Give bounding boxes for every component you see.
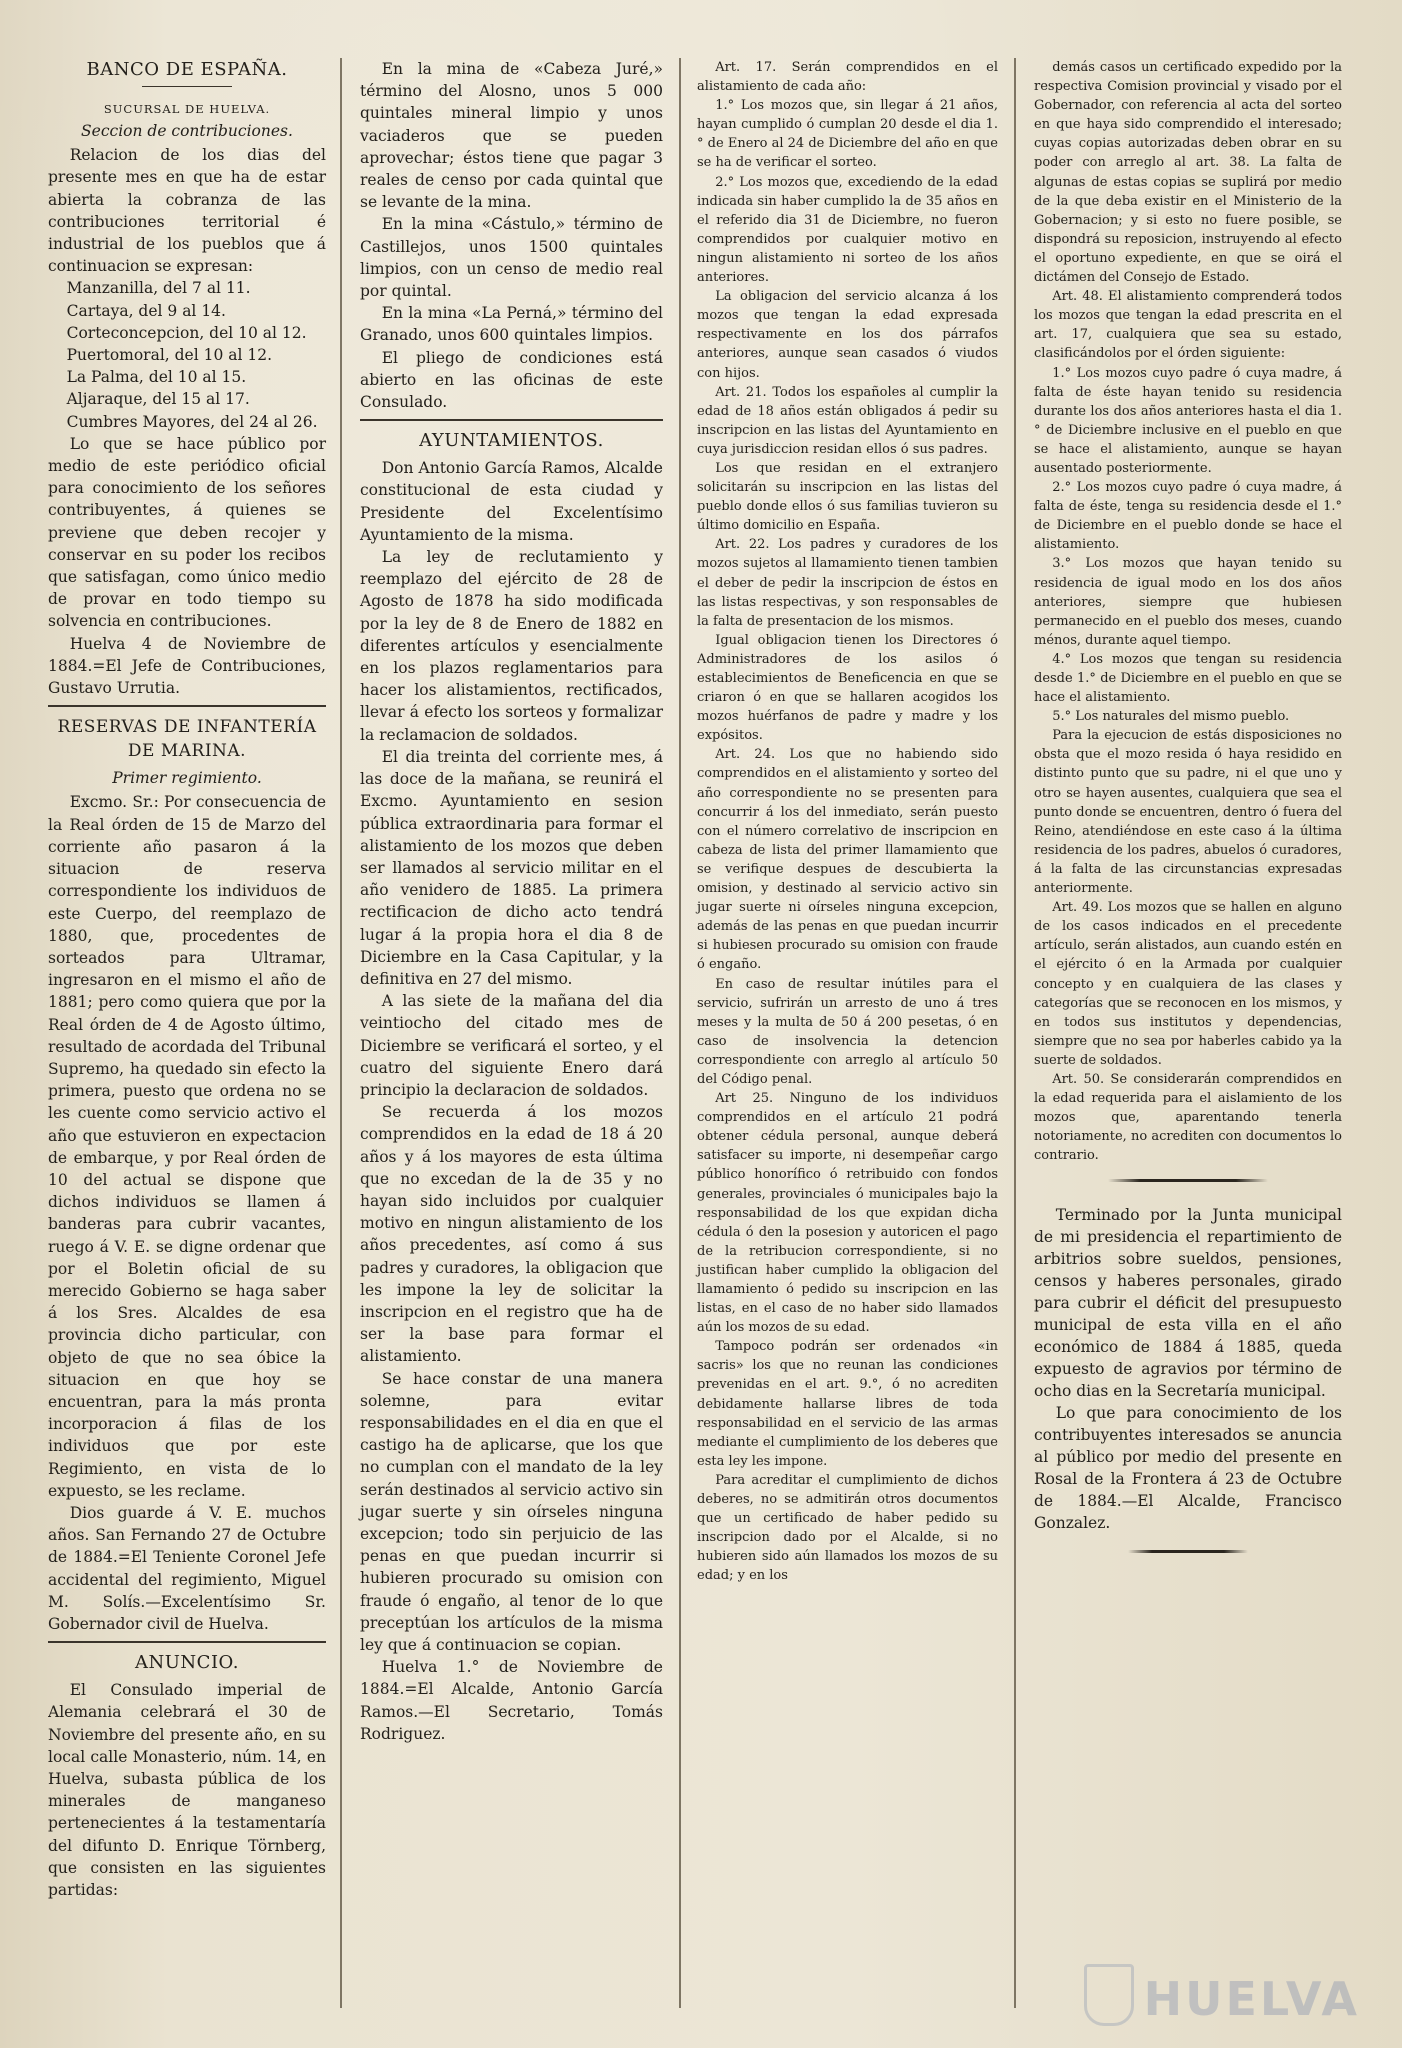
seccion-heading: Seccion de contribuciones. [81, 122, 293, 140]
col2-paragraph: A las siete de la mañana del dia veintiocho del citado mes de Diciembre se verificará el sorteo, y el cuatro del siguiente Enero dará principio la declaracion de soldados. [360, 992, 663, 1099]
reservas-title: RESERVAS DE INFANTERÍA DE MARINA. [57, 717, 317, 762]
col2-paragraph: Don Antonio García Ramos, Alcalde constitucional de esta ciudad y Presidente del Excelentísimo Ayuntamiento de la misma. [360, 459, 663, 544]
column-1 [48, 58, 340, 2008]
col3-paragraph: Tampoco podrán ser ordenados «in sacris» los que no reunan las condiciones prevenidas en el art. 9.°, ó no acrediten debidamente hallarse libres de toda responsabilidad en el servicio de las armas mediante el cumplimiento de los deberes que esta ley les impone. [697, 1339, 998, 1469]
col3-paragraph: 1.° Los mozos que, sin llegar á 21 años, hayan cumplido ó cumplan 20 desde el dia 1.° de Enero al 24 de Diciembre del año en que se ha de verificar el sorteo. [697, 98, 998, 171]
town-item: La Palma, del 10 al 15. [66, 368, 247, 387]
col3-paragraph: 2.° Los mozos que, excediendo de la edad indicada sin haber cumplido la de 35 años en el referido dia 31 de Diciembre, no fueron comprendidos por cualquier motivo en ningun alistamiento ni sorteo de los años anteriores. [697, 174, 998, 286]
column-divider [1014, 58, 1016, 2008]
col3-paragraph: Art. 17. Serán comprendidos en el alistamiento de cada año: [697, 60, 998, 95]
col4-paragraph: Art. 48. El alistamiento comprenderá todos los mozos que tengan la edad prescrita en el art. 17, cualquiera que sea su estado, clasificándolos por el órden siguiente: [1034, 289, 1342, 362]
town-item: Corteconcepcion, del 10 al 12. [66, 323, 307, 342]
column-divider [679, 58, 681, 2008]
col2-paragraph: En la mina «La Perná,» término del Granado, unos 600 quintales limpios. [360, 304, 663, 345]
col4-paragraph: demás casos un certificado expedido por la respectiva Comision provincial y visado por el Gobernador, con referencia al acta del sorteo en que haya sido comprendido el interesado; cuyas copias autorizadas deben obrar en su poder con arreglo al art. 38. La falta de algunas de estas copias se suplirá por medio de la que deba existir en el Ministerio de la Gobernacion; y si esto no fuere posible, se dispondrá su reposicion, instruyendo al efecto el oportuno expediente, en que se oirá el dictámen del Consejo de Estado. [1034, 60, 1342, 286]
col1-paragraph: El Consulado imperial de Alemania celebrará el 30 de Noviembre del presente año, en su local calle Monasterio, núm. 14, en Huelva, subasta pública de los minerales de manganeso pertenecientes á la testamentaría del difunto D. Enrique Törnberg, que consisten en las siguientes partidas: [48, 1681, 326, 1900]
col3-paragraph: En caso de resultar inútiles para el servicio, sufrirán un arresto de uno á tres meses y la multa de 50 á 200 pesetas, ó en caso de insolvencia la detencion correspondiente con arreglo al artículo 50 del Código penal. [697, 976, 998, 1087]
col1-paragraph: Excmo. Sr.: Por consecuencia de la Real órden de 15 de Marzo del corriente año pasaron á la situacion de reserva correspondiente los individuos de este Cuerpo, del reemplazo de 1880, que, procedentes de sorteados para Ultramar, ingresaron en el mismo el año de 1881; pero como quiera que por la Real órden de 4 de Agosto último, resultado de acordada del Tribunal Supremo, ha quedado sin efecto la primera, puesto que ordena no se les cuente como servicio activo el año que estuvieron en expectacion de embarque, y por Real órden de 10 del actual se dispone que dichos individuos se llamen á banderas para cubrir vacantes, ruego á V. E. se digne ordenar que por el Boletin oficial de su merecido Gobierno se haga saber á los Sres. Alcaldes de esa provincia dicho particular, con objeto de que no sea óbice la situacion en que hoy se encuentran, para la más pronta incorporacion á filas de los individuos que por este Regimiento, en vista de lo expuesto, se les reclame. [48, 793, 326, 1500]
col4-notice: Terminado por la Junta municipal de mi presidencia el repartimiento de arbitrios sobre sueldos, pensiones, censos y haberes personales, girado para cubrir el déficit del presupuesto municipal de esta villa en el año económico de 1884 á 1885, queda expuesto de agravios por término de ocho dias en la Secretaría municipal. [1034, 1206, 1342, 1401]
ornamental-rule [1128, 1550, 1248, 1553]
col2-paragraph: En la mina «Cástulo,» término de Castillejos, unos 1500 quintales limpios, con un censo de medio real por quintal. [360, 215, 663, 301]
section-rule [48, 705, 326, 707]
col3-paragraph: Igual obligacion tienen los Directores ó Administradores de los asilos ó establecimientos de Beneficencia en que se criaron ó en que se hallaren acogidos los mozos huérfanos de padre y madre y los expósitos. [697, 632, 998, 744]
town-item: Aljaraque, del 15 al 17. [66, 390, 250, 409]
col3-paragraph: Art. 24. Los que no habiendo sido comprendidos en el alistamiento y sorteo del año correspondiente no se presenten para concurrir á los del inmediato, serán puesto con el número correlativo de inscripcion en cabeza de lista del primer llamamiento que se verifique despues de descubierta la omision, y destinado al servicio activo sin jugar suerte ni oírseles ninguna excepcion, además de las penas en que puedan incurrir si hubiesen procurado su omision con fraude ó engaño. [697, 747, 998, 973]
shield-icon [1084, 1964, 1134, 2026]
column-4 [1016, 58, 1346, 2008]
town-item: Puertomoral, del 10 al 12. [66, 346, 273, 365]
section-rule [360, 419, 663, 421]
col2-paragraph: En la mina de «Cabeza Juré,» término del Alosno, unos 5 000 quintales mineral limpio y unos vaciaderos que se pueden aprovechar; éstos tiene que pagar 3 reales de censo por cada quintal que se levante de la mina. [360, 60, 663, 212]
col4-paragraph: Art. 50. Se considerarán comprendidos en la edad requerida para el aislamiento de los mozos que, aparentando tenerla notoriamente, no acrediten con documentos lo contrario. [1034, 1071, 1342, 1164]
col3-paragraph: Art. 22. Los padres y curadores de los mozos sujetos al llamamiento tienen tambien el deber de pedir la inscripcion de éstos en las listas respectivas, y son responsables de la falta de presentacion de los mismos. [697, 537, 998, 629]
ornamental-rule [1108, 1179, 1268, 1182]
town-item: Cumbres Mayores, del 24 al 26. [66, 412, 318, 431]
col4-paragraph: Para la ejecucion de estás disposiciones no obsta que el mozo resida ó haya residido en distinto punto que su padre, ni el que uno y otro se hayen ausentes, cualquiera que sea el punto donde se encuentren, dentro ó fuera del Reino, atendiéndose en este caso á la última residencia de los padres, abuelos ó curadores, á la falta de las circunstancias expresadas anteriormente. [1034, 728, 1342, 897]
anuncio-title: ANUNCIO. [135, 1652, 239, 1674]
col3-paragraph: La obligacion del servicio alcanza á los mozos que tengan la edad expresada respectivamente en los dos párrafos anteriores, aunque sean casados ó viudos con hijos. [697, 289, 998, 381]
col3-paragraph: Art. 21. Todos los españoles al cumplir la edad de 18 años están obligados á pedir su inscripcion en las listas del Ayuntamiento en cuya jurisdiccion residan ellos ó sus padres. [697, 384, 998, 457]
col4-paragraph: 2.° Los mozos cuyo padre ó cuya madre, á falta de éste, tenga su residencia desde el 1.° de Diciembre en el pueblo donde se hace el alistamiento. [1034, 480, 1342, 553]
town-item: Cartaya, del 9 al 14. [66, 301, 226, 320]
col4-paragraph: 5.° Los naturales del mismo pueblo. [1052, 709, 1290, 725]
archive-watermark [1074, 1958, 1374, 2030]
column-2 [342, 58, 679, 2008]
col1-signature: Dios guarde á V. E. muchos años. San Fernando 27 de Octubre de 1884.=El Teniente Coronel Jefe accidental del regimiento, Miguel M. Solís.—Excelentísimo Sr. Gobernador civil de Huelva. [48, 1503, 326, 1633]
col2-paragraph: Se recuerda á los mozos comprendidos en la edad de 18 á 20 años y á los mayores de esta última que no excedan de la de 35 y no hayan sido incluidos por cualquier motivo en ningun alistamiento de los años precedentes, así como á sus padres y curadores, la obligacion que les impone la ley de solicitar la inscripcion en el registro que ha de ser la base para formar el alistamiento. [360, 1103, 663, 1366]
ayuntamientos-title: AYUNTAMIENTOS. [419, 430, 604, 452]
col4-paragraph: 3.° Los mozos que hayan tenido su residencia de igual modo en los dos años anteriores, siempre que hubiesen permanecido en el pueblo dos meses, cuando ménos, durante aquel tiempo. [1034, 556, 1342, 648]
col2-paragraph: El dia treinta del corriente mes, á las doce de la mañana, se reunirá el Excmo. Ayuntamiento en sesion pública extraordinaria para formar el alistamiento de los mozos que deben ser llamados al servicio militar en el año venidero de 1885. La primera rectificacion de dicho acto tendrá lugar á la propia hora el dia 8 de Diciembre en la Casa Capitular, y la definitiva en 27 del mismo. [360, 747, 663, 988]
col4-paragraph: 4.° Los mozos que tengan su residencia desde 1.° de Diciembre en el pueblo en que se hace el alistamiento. [1034, 651, 1342, 706]
columns [48, 58, 1384, 2008]
col1-paragraph: Relacion de los dias del presente mes en que ha de estar abierta la cobranza de las contribuciones territorial é industrial de los pueblos que á continuacion se expresan: [48, 146, 326, 276]
towns-list [48, 277, 326, 432]
watermark-text: HUELVA [1143, 1972, 1360, 2026]
section-rule [48, 1641, 326, 1643]
banco-title: BANCO DE ESPAÑA. [86, 59, 288, 80]
col4-notice: Lo que para conocimiento de los contribuyentes interesados se anuncia al público por medio del presente en Rosal de la Frontera á 23 de Octubre de 1884.—El Alcalde, Francisco Gonzalez. [1034, 1404, 1342, 1533]
col3-paragraph: Los que residan en el extranjero solicitarán su inscripcion en las listas del pueblo donde ellos ó sus familias tuvieron su último domicilio en España. [697, 460, 998, 534]
col2-paragraph: Se hace constar de una manera solemne, para evitar responsabilidades en el dia en que el castigo ha de aplicarse, que los que no cumplan con el mandato de la ley serán destinados al servicio activo sin jugar suerte y sin oírseles ninguna excepcion; todo sin perjuicio de las penas en que puedan incurrir si hubieren procurado su omision con fraude ó engaño, al tenor de lo que preceptúan los artículos de la misma ley que á continuacion se copian. [360, 1369, 663, 1655]
col2-paragraph: La ley de reclutamiento y reemplazo del ejército de 28 de Agosto de 1878 ha sido modificada por la ley de 8 de Enero de 1882 en diferentes artículos y esencialmente en los plazos reglamentarios para hacer los alistamientos, rectificados, llevar á efecto los sorteos y formalizar la reclamacion de soldados. [360, 548, 663, 744]
col4-paragraph: 1.° Los mozos cuyo padre ó cuya madre, á falta de éste hayan tenido su residencia durante los dos años anteriores hasta el dia 1.° de Diciembre inclusive en el pueblo en que se hace el alistamiento, aunque se hayan ausentado posteriormente. [1034, 365, 1342, 476]
sucursal-heading: SUCURSAL DE HUELVA. [103, 102, 271, 116]
col4-paragraph: Art. 49. Los mozos que se hallen en alguno de los casos indicados en el precedente artículo, serán alistados, aun cuando estén en el ejército ó en la Armada por cualquier concepto y en cualquiera de las clases y categorías que se reconocen en los mismos, y en todos sus institutos y dependencias, siempre que no sea por haberles cabido ya la suerte de soldados. [1034, 900, 1342, 1068]
town-item: Manzanilla, del 7 al 11. [66, 279, 251, 298]
col1-paragraph: Lo que se hace público por medio de este periódico oficial para conocimiento de los señores contribuyentes, á quienes se previene que deben recojer y conservar en su poder los recibos que satisfagan, como único medio de provar en todo tiempo su solvencia en contribuciones. [48, 434, 326, 631]
column-3 [681, 58, 1014, 2008]
col1-signature: Huelva 4 de Noviembre de 1884.=El Jefe de Contribuciones, Gustavo Urrutia. [48, 634, 326, 698]
column-divider [340, 58, 342, 2008]
col2-signature: Huelva 1.° de Noviembre de 1884.=El Alcalde, Antonio García Ramos.—El Secretario, Tomás Rodriguez. [360, 1658, 663, 1743]
short-rule [142, 86, 232, 87]
col3-paragraph: Para acreditar el cumplimiento de dichos deberes, no se admitirán otros documentos que un certificado de haber pedido su inscripcion dado por el Alcalde, si no hubieren sido aún llamados los mozos de su edad; y en los [697, 1472, 998, 1584]
col2-paragraph: El pliego de condiciones está abierto en las oficinas de este Consulado. [360, 348, 663, 412]
primer-heading: Primer regimiento. [112, 769, 262, 788]
col3-paragraph: Art 25. Ninguno de los individuos comprendidos en el artículo 21 podrá obtener cédula personal, aunque deberá satisfacer su importe, ni desempeñar cargo público honorífico ó retribuido con fondos generales, provinciales ó municipales bajo la responsabilidad de los que expidan dicha cédula ó den la posesion y autoricen el pago de la retribucion correspondiente, si no justifican haber cumplido la obligacion del llamamiento ó pedido su inscripcion en las listas, en el caso de no haber sido llamados aún los mozos de su edad. [697, 1091, 998, 1336]
